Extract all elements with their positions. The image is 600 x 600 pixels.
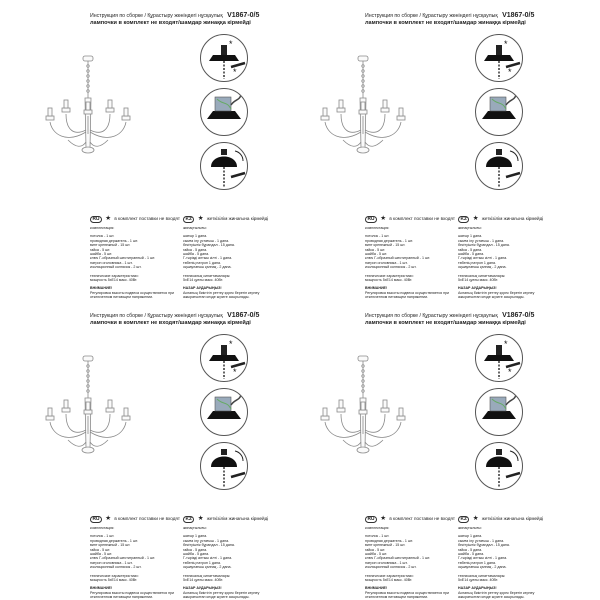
ru-kit-item: ключ Г-образный шестигранный - 1 шт.	[365, 556, 431, 561]
ru-kit-item: винт крепежный - 15 шт.	[90, 243, 131, 248]
legend-row	[365, 214, 575, 223]
ru-kit-item: патрон оголовника - 1 шт.	[90, 260, 133, 265]
ru-kit-item: проводная держатель - 1 шт.	[90, 238, 138, 243]
step-ceiling-mount-illustration	[200, 334, 248, 382]
ru-kit-item: шайба - 5 шт.	[90, 252, 113, 257]
kz-kit-item: сымға ілу ұстағыш - 1 дана.	[458, 538, 505, 543]
sheet-header	[90, 312, 290, 326]
star-icon: ★	[197, 515, 204, 522]
ru-warning-heading: ВНИМАНИЕ!	[365, 286, 388, 291]
kz-kit-item: бекітуіштік бұрандал - 15 дана.	[458, 543, 510, 548]
kz-tech-value: 5xE14 қуаты макс. 40Вт.	[458, 278, 499, 283]
ru-kit-item: ключ Г-образный шестигранный - 1 шт.	[90, 256, 156, 261]
header-title: Инструкция по сборке / Құрастыру жөніндегі нұсқаулық	[90, 13, 223, 19]
ru-tech-value: мощность 5xE14 макс. 40Вт.	[90, 578, 138, 583]
ru-kit-item: проводная держатель - 1 шт.	[365, 538, 413, 543]
ru-kit-item: изоляционный колпачок - 2 шт.	[90, 565, 142, 570]
kz-kit-item: шатыр 1 дана.	[458, 534, 483, 539]
ru-tech-heading: технические характеристики:	[365, 573, 414, 578]
ru-badge: RU	[90, 216, 102, 223]
kz-warning-heading: НАЗАР АУДАРЫҢЫЗ!	[458, 586, 497, 591]
kz-kit-item: гайка - 5 дана.	[183, 247, 208, 252]
ru-tech-heading: технические характеристики:	[90, 573, 139, 578]
ru-kit-item: потолок - 1 шт.	[365, 234, 390, 239]
ru-kit-item: винт крепежный - 15 шт.	[365, 543, 406, 548]
kz-kit-heading: жинақтылығы:	[458, 226, 482, 230]
step-wiring-illustration	[200, 88, 248, 136]
ru-kit-item: проводная держатель - 1 шт.	[90, 538, 138, 543]
legend-row	[90, 514, 300, 523]
svg-text:*: *	[504, 339, 508, 349]
kz-kit-item: төбенің патрон 1 дана.	[458, 560, 496, 565]
legend-row	[365, 514, 575, 523]
ru-warning-text: Регулировка высоты подвеса осуществляется при отключенном питающем напряжении.	[365, 590, 450, 600]
kz-spec-column	[458, 526, 548, 600]
legend-ru-text: в комплект поставки не входят	[389, 216, 456, 221]
ru-kit-heading: комплектация:	[365, 226, 390, 230]
kz-kit-item: Г-тәрізді алтыы кілті - 1 дана.	[458, 556, 508, 561]
kz-tech-value: 5xE14 қуаты макс. 40Вт.	[458, 578, 499, 583]
ru-warning-text: Регулировка высоты подвеса осуществляется при отключенном питающем напряжении.	[365, 290, 450, 300]
kz-kit-item: Г-тәрізді алтыы кілті - 1 дана.	[458, 256, 508, 261]
ru-kit-item: патрон оголовника - 1 шт.	[365, 560, 408, 565]
kz-tech-heading: техникалық сипаттамалары:	[183, 573, 231, 578]
legend-ru-text: в комплект поставки не входят	[114, 216, 181, 221]
kz-kit-item: шайба - 5 дана.	[183, 552, 210, 557]
step-wiring-illustration	[200, 388, 248, 436]
ru-spec-column	[90, 526, 180, 600]
kz-kit-item: төбенің патрон 1 дана.	[183, 560, 221, 565]
star-icon: ★	[472, 215, 479, 222]
header-note: лампочки в комплект не входят/шамдар жинаққа кірмейді	[365, 320, 526, 326]
ru-kit-item: винт крепежный - 15 шт.	[90, 543, 131, 548]
legend-kz-text: жеткізілім жинағына кірмейді	[206, 516, 269, 521]
step-canopy-illustration	[475, 442, 523, 490]
ru-kit-item: гайка - 5 шт.	[365, 247, 386, 252]
kz-kit-item: шайба - 5 дана.	[458, 252, 485, 257]
sheet-header	[365, 312, 565, 326]
header-title: Инструкция по сборке / Құрастыру жөніндегі нұсқаулық	[365, 13, 498, 19]
chandelier-illustration	[36, 352, 140, 482]
header-title: Инструкция по сборке / Құрастыру жөніндегі нұсқаулық	[365, 313, 498, 319]
svg-text:*: *	[233, 367, 237, 377]
model-number: V1867-0/5	[502, 12, 535, 19]
step-canopy-illustration	[200, 442, 248, 490]
kz-tech-heading: техникалық сипаттамалары:	[458, 573, 506, 578]
kz-kit-item: сымға ілу ұстағыш - 1 дана.	[183, 538, 230, 543]
kz-spec-column	[458, 226, 548, 300]
instruction-sheet-bottom-left	[30, 312, 300, 600]
kz-kit-item: бекітуіштік бұрандал - 15 дана.	[183, 243, 235, 248]
sheet-header	[365, 12, 565, 26]
ru-kit-item: потолок - 1 шт.	[90, 234, 115, 239]
instruction-sheet-top-right	[305, 12, 575, 300]
ru-kit-item: изоляционный колпачок - 2 шт.	[365, 265, 417, 270]
svg-text:*: *	[508, 67, 512, 77]
kz-kit-item: бекітуіштік бұрандал - 15 дана.	[183, 543, 235, 548]
ru-warning-heading: ВНИМАНИЕ!	[90, 286, 113, 291]
ru-kit-item: шайба - 5 шт.	[365, 552, 388, 557]
kz-warning-text: Аспаның биіктігін реттеу қорек беретін кернеу ажыратылған кезде жүзеге асырылады.	[458, 290, 535, 300]
kz-kit-item: Г-тәрізді алтыы кілті - 1 дана.	[183, 556, 233, 561]
ru-warning-text: Регулировка высоты подвеса осуществляется при отключенном питающем напряжении.	[90, 590, 175, 600]
ru-kit-item: шайба - 5 шт.	[90, 552, 113, 557]
instruction-sheet-top-left	[30, 12, 300, 300]
ru-kit-item: шайба - 5 шт.	[365, 252, 388, 257]
ru-kit-item: гайка - 5 шт.	[365, 547, 386, 552]
assembly-steps	[475, 334, 535, 496]
step-canopy-illustration	[475, 142, 523, 190]
kz-warning-text: Аспаның биіктігін реттеу қорек беретін кернеу ажыратылған кезде жүзеге асырылады.	[183, 590, 260, 600]
kz-warning-heading: НАЗАР АУДАРЫҢЫЗ!	[183, 286, 222, 291]
ru-kit-heading: комплектация:	[90, 526, 115, 530]
kz-badge: KZ	[183, 516, 194, 523]
ru-kit-item: проводная держатель - 1 шт.	[365, 238, 413, 243]
ru-kit-item: потолок - 1 шт.	[90, 534, 115, 539]
kz-kit-item: шатыр 1 дана.	[183, 234, 208, 239]
ru-kit-item: изоляционный колпачок - 2 шт.	[365, 565, 417, 570]
step-wiring-illustration	[475, 388, 523, 436]
ru-spec-column	[365, 226, 455, 300]
ru-kit-item: ключ Г-образный шестигранный - 1 шт.	[90, 556, 156, 561]
kz-kit-item: бекітуіштік бұрандал - 15 дана.	[458, 243, 510, 248]
sheet-header	[90, 12, 290, 26]
kz-warning-heading: НАЗАР АУДАРЫҢЫЗ!	[183, 586, 222, 591]
kz-kit-heading: жинақтылығы:	[458, 526, 482, 530]
chandelier-illustration	[36, 52, 140, 182]
legend-row	[90, 214, 300, 223]
ru-kit-item: потолок - 1 шт.	[365, 534, 390, 539]
ru-kit-item: ключ Г-образный шестигранный - 1 шт.	[365, 256, 431, 261]
kz-tech-value: 5xE14 қуаты макс. 40Вт.	[183, 578, 224, 583]
kz-tech-heading: техникалық сипаттамалары:	[183, 273, 231, 278]
ru-kit-item: изоляционный колпачок - 2 шт.	[90, 265, 142, 270]
kz-kit-item: Г-тәрізді алтыы кілті - 1 дана.	[183, 256, 233, 261]
assembly-steps	[475, 34, 535, 196]
ru-spec-column	[365, 526, 455, 600]
ru-spec-column	[90, 226, 180, 300]
model-number: V1867-0/5	[502, 312, 535, 319]
legend-kz-text: жеткізілім жинағына кірмейді	[206, 216, 269, 221]
chandelier-illustration	[311, 352, 415, 482]
svg-text:*: *	[229, 39, 233, 49]
assembly-steps	[200, 334, 260, 496]
kz-kit-item: гайка - 5 дана.	[458, 247, 483, 252]
ru-kit-item: винт крепежный - 15 шт.	[365, 243, 406, 248]
header-note: лампочки в комплект не входят/шамдар жинаққа кірмейді	[90, 320, 251, 326]
legend-kz-text: жеткізілім жинағына кірмейді	[481, 216, 544, 221]
legend-ru-text: в комплект поставки не входят	[389, 516, 456, 521]
svg-text:*: *	[229, 339, 233, 349]
kz-kit-item: оқшаулағыш қалпақ - 2 дана.	[458, 265, 507, 270]
kz-kit-item: шатыр 1 дана.	[458, 234, 483, 239]
kz-kit-item: шайба - 5 дана.	[183, 252, 210, 257]
kz-kit-item: төбенің патрон 1 дана.	[458, 260, 496, 265]
kz-tech-value: 5xE14 қуаты макс. 40Вт.	[183, 278, 224, 283]
kz-kit-item: оқшаулағыш қалпақ - 2 дана.	[458, 565, 507, 570]
chandelier-illustration	[311, 52, 415, 182]
ru-warning-heading: ВНИМАНИЕ!	[90, 586, 113, 591]
kz-tech-heading: техникалық сипаттамалары:	[458, 273, 506, 278]
ru-tech-value: мощность 5xE14 макс. 40Вт.	[365, 278, 413, 283]
ru-warning-heading: ВНИМАНИЕ!	[365, 586, 388, 591]
kz-kit-item: шайба - 5 дана.	[458, 552, 485, 557]
assembly-steps	[200, 34, 260, 196]
kz-kit-item: оқшаулағыш қалпақ - 2 дана.	[183, 265, 232, 270]
kz-warning-text: Аспаның биіктігін реттеу қорек беретін кернеу ажыратылған кезде жүзеге асырылады.	[458, 590, 535, 600]
kz-warning-heading: НАЗАР АУДАРЫҢЫЗ!	[458, 286, 497, 291]
legend-kz-text: жеткізілім жинағына кірмейді	[481, 516, 544, 521]
header-note: лампочки в комплект не входят/шамдар жинаққа кірмейді	[365, 20, 526, 26]
model-number: V1867-0/5	[227, 12, 260, 19]
ru-badge: RU	[365, 516, 377, 523]
step-wiring-illustration	[475, 88, 523, 136]
kz-spec-column	[183, 226, 273, 300]
step-ceiling-mount-illustration	[475, 34, 523, 82]
star-icon: ★	[197, 215, 204, 222]
star-icon: ★	[105, 215, 112, 222]
kz-kit-heading: жинақтылығы:	[183, 526, 207, 530]
step-ceiling-mount-illustration	[475, 334, 523, 382]
kz-kit-item: төбенің патрон 1 дана.	[183, 260, 221, 265]
legend-ru-text: в комплект поставки не входят	[114, 516, 181, 521]
header-title: Инструкция по сборке / Құрастыру жөніндегі нұсқаулық	[90, 313, 223, 319]
kz-spec-column	[183, 526, 273, 600]
kz-kit-item: шатыр 1 дана.	[183, 534, 208, 539]
star-icon: ★	[380, 215, 387, 222]
svg-text:*: *	[504, 39, 508, 49]
kz-badge: KZ	[458, 216, 469, 223]
kz-kit-item: гайка - 5 дана.	[458, 547, 483, 552]
instruction-sheet-bottom-right	[305, 312, 575, 600]
ru-kit-item: патрон оголовника - 1 шт.	[365, 260, 408, 265]
ru-warning-text: Регулировка высоты подвеса осуществляется при отключенном питающем напряжении.	[90, 290, 175, 300]
step-canopy-illustration	[200, 142, 248, 190]
ru-kit-item: гайка - 5 шт.	[90, 547, 111, 552]
kz-warning-text: Аспаның биіктігін реттеу қорек беретін кернеу ажыратылған кезде жүзеге асырылады.	[183, 290, 260, 300]
star-icon: ★	[380, 515, 387, 522]
kz-kit-item: сымға ілу ұстағыш - 1 дана.	[183, 238, 230, 243]
star-icon: ★	[472, 515, 479, 522]
kz-kit-item: сымға ілу ұстағыш - 1 дана.	[458, 238, 505, 243]
kz-badge: KZ	[183, 216, 194, 223]
ru-kit-heading: комплектация:	[90, 226, 115, 230]
svg-text:*: *	[508, 367, 512, 377]
ru-tech-heading: технические характеристики:	[90, 273, 139, 278]
ru-tech-heading: технические характеристики:	[365, 273, 414, 278]
ru-tech-value: мощность 5xE14 макс. 40Вт.	[365, 578, 413, 583]
ru-badge: RU	[365, 216, 377, 223]
svg-text:*: *	[233, 67, 237, 77]
header-note: лампочки в комплект не входят/шамдар жинаққа кірмейді	[90, 20, 251, 26]
ru-kit-item: патрон оголовника - 1 шт.	[90, 560, 133, 565]
ru-kit-item: гайка - 5 шт.	[90, 247, 111, 252]
step-ceiling-mount-illustration	[200, 34, 248, 82]
kz-kit-heading: жинақтылығы:	[183, 226, 207, 230]
ru-badge: RU	[90, 516, 102, 523]
kz-kit-item: оқшаулағыш қалпақ - 2 дана.	[183, 565, 232, 570]
model-number: V1867-0/5	[227, 312, 260, 319]
ru-kit-heading: комплектация:	[365, 526, 390, 530]
kz-badge: KZ	[458, 516, 469, 523]
star-icon: ★	[105, 515, 112, 522]
ru-tech-value: мощность 5xE14 макс. 40Вт.	[90, 278, 138, 283]
kz-kit-item: гайка - 5 дана.	[183, 547, 208, 552]
